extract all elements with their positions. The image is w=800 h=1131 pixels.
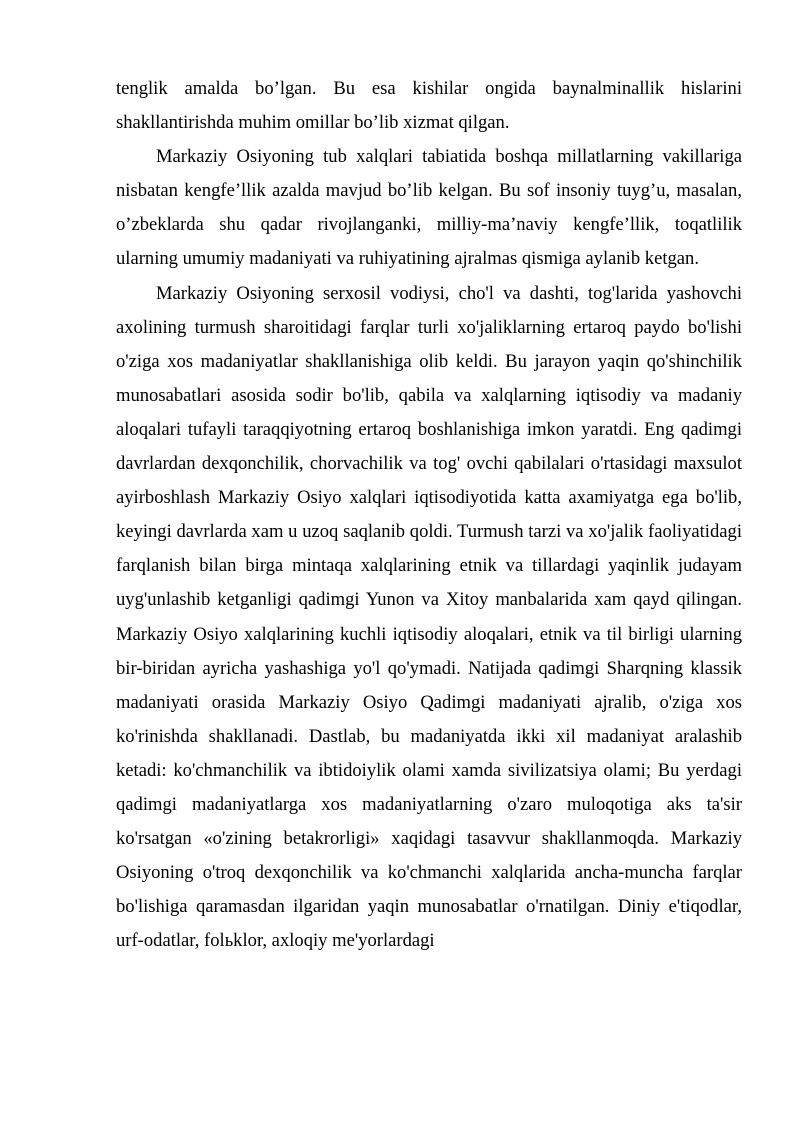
document-page	[116, 72, 742, 958]
paragraph-central-asia-culture: Markaziy Osiyoning serxosil vodiysi, cho'l va dashti, tog'larida yashovchi axolining turmush sharoitidagi farqlar turli xo'jaliklarning ertaroq paydo bo'lishi o'ziga xos madaniyatlar shakllanishiga olib keldi. Bu jarayon yaqin qo'shinchilik munosabatlari asosida sodir bo'lib, qabila va xalqlarning iqtisodiy va madaniy aloqalari tufayli taraqqiyotning ertaroq boshlanishiga imkon yaratdi. Eng qadimgi davrlardan dexqonchilik, chorvachilik va tog' ovchi qabilalari o'rtasidagi maxsulot ayirboshlash Markaziy Osiyo xalqlari iqtisodiyotida katta axamiyatga ega bo'lib, keyingi davrlarda xam u uzoq saqlanib qoldi. Turmush tarzi va xo'jalik faoliyatidagi farqlanish bilan birga mintaqa xalqlarining etnik va tillardagi yaqinlik judayam uyg'unlashib ketganligi qadimgi Yunon va Xitoy manbalarida xam qayd qilingan. Markaziy Osiyo xalqlarining kuchli iqtisodiy aloqalari, etnik va til birligi ularning bir-biridan ayricha yashashiga yo'l qo'ymadi. Natijada qadimgi Sharqning klassik madaniyati orasida Markaziy Osiyo Qadimgi madaniyati ajralib, o'ziga xos ko'rinishda shakllanadi. Dastlab, bu madaniyatda ikki xil madaniyat aralashib ketadi: ko'chmanchilik va ibtidoiylik olami xamda sivilizatsiya olami; Bu yerdagi qadimgi madaniyatlarga xos madaniyatlarning o'zaro muloqotiga aks ta'sir ko'rsatgan «o'zining betakrorligi» xaqidagi tasavvur shakllanmoqda. Markaziy Osiyoning o'troq dexqonchilik va ko'chmanchi xalqlarida ancha-muncha farqlar bo'lishiga qaramasdan ilgaridan yaqin munosabatlar o'rnatilgan. Diniy e'tiqodlar, urf-odatlar, folьklor, axloqiy me'yorlardagi	[116, 282, 742, 952]
paragraph-tolerance: Markaziy Osiyoning tub xalqlari tabiatida boshqa millatlarning vakillariga nisbatan kengfe’llik azalda mavjud bo’lib kelgan. Bu sof insoniy tuyg’u, masalan, o’zbeklarda shu qadar rivojlanganki, milliy-ma’naviy kengfe’llik, toqatlilik ularning umumiy madaniyati va ruhiyatining ajralmas qismiga aylanib ketgan.	[116, 146, 742, 270]
paragraph-continuation: tenglik amalda bo’lgan. Bu esa kishilar ongida baynalminallik hislarini shakllantirishda muhim omillar bo’lib xizmat qilgan.	[116, 78, 742, 134]
